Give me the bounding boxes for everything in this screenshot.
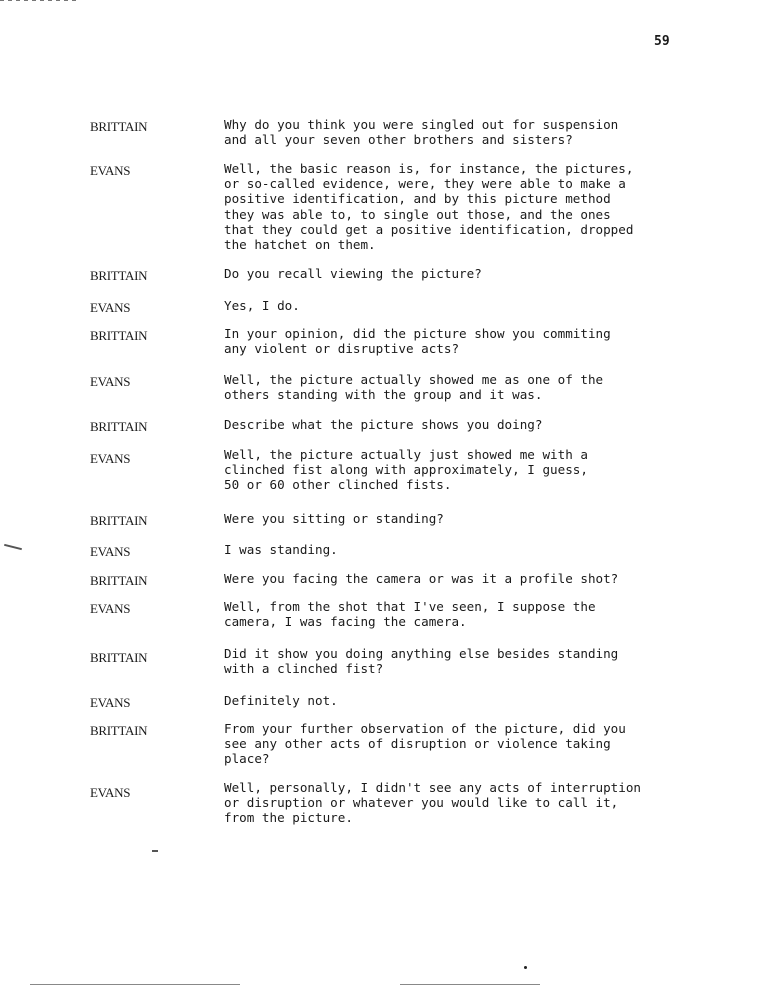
scan-mark [524, 966, 527, 969]
testimony-line: Were you facing the camera or was it a profile shot? [224, 571, 619, 586]
page-number: 59 [654, 34, 670, 49]
testimony-line: Well, from the shot that I've seen, I suppose the [224, 599, 596, 614]
scan-mark [4, 544, 22, 550]
testimony-line: Do you recall viewing the picture? [224, 266, 482, 281]
testimony-line: Well, the basic reason is, for instance, the pictures, [224, 161, 634, 176]
testimony-line: Why do you think you were singled out for suspension [224, 117, 619, 132]
speaker-name: EVANS [90, 163, 131, 178]
testimony-line: 50 or 60 other clinched fists. [224, 477, 452, 493]
testimony-line: they was able to, to single out those, and the ones [224, 206, 611, 222]
testimony-line: Yes, I do. [224, 298, 300, 313]
testimony-line: Well, the picture actually just showed me with a [224, 447, 588, 462]
testimony-line: clinched fist along with approximately, I guess, [224, 462, 588, 478]
testimony-line: or disruption or whatever you would like to call it, [224, 795, 619, 811]
speaker-name: BRITTAIN [90, 573, 148, 588]
testimony-line: Well, the picture actually showed me as one of the [224, 372, 604, 387]
testimony-line: place? [224, 751, 270, 767]
testimony-line: see any other acts of disruption or violence taking [224, 736, 611, 752]
speaker-name: EVANS [90, 601, 131, 616]
testimony-line: that they could get a positive identification, dropped [224, 221, 634, 237]
speaker-name: BRITTAIN [90, 419, 148, 434]
scan-mark [152, 850, 158, 852]
testimony-line: the hatchet on them. [224, 237, 376, 252]
speaker-name: EVANS [90, 451, 131, 466]
testimony-line: from the picture. [224, 810, 353, 826]
speaker-name: EVANS [90, 374, 131, 389]
testimony-line: From your further observation of the picture, did you [224, 721, 626, 736]
speaker-name: EVANS [90, 544, 131, 559]
speaker-name: BRITTAIN [90, 268, 148, 283]
testimony-line: In your opinion, did the picture show you commiting [224, 326, 611, 341]
bottom-rule [400, 984, 540, 985]
testimony-line: any violent or disruptive acts? [224, 341, 460, 357]
speaker-name: BRITTAIN [90, 119, 148, 134]
testimony-line: Describe what the picture shows you doing? [224, 417, 543, 432]
speaker-name: BRITTAIN [90, 723, 148, 738]
bottom-rule [30, 984, 240, 985]
testimony-line: Were you sitting or standing? [224, 511, 444, 526]
testimony-line: with a clinched fist? [224, 661, 384, 677]
speaker-name: BRITTAIN [90, 513, 148, 528]
testimony-line: Did it show you doing anything else besides standing [224, 646, 619, 661]
scan-mark [0, 0, 80, 1]
testimony-line: and all your seven other brothers and sisters? [224, 132, 573, 148]
speaker-name: BRITTAIN [90, 650, 148, 665]
speaker-name: EVANS [90, 785, 131, 800]
speaker-name: BRITTAIN [90, 328, 148, 343]
testimony-line: or so-called evidence, were, they were able to make a [224, 176, 626, 192]
testimony-line: positive identification, and by this picture method [224, 191, 611, 207]
testimony-line: Well, personally, I didn't see any acts of interruption [224, 780, 642, 795]
testimony-line: others standing with the group and it was. [224, 387, 543, 403]
testimony-line: Definitely not. [224, 693, 338, 708]
testimony-line: camera, I was facing the camera. [224, 614, 467, 630]
testimony-line: I was standing. [224, 542, 338, 557]
speaker-name: EVANS [90, 695, 131, 710]
speaker-name: EVANS [90, 300, 131, 315]
